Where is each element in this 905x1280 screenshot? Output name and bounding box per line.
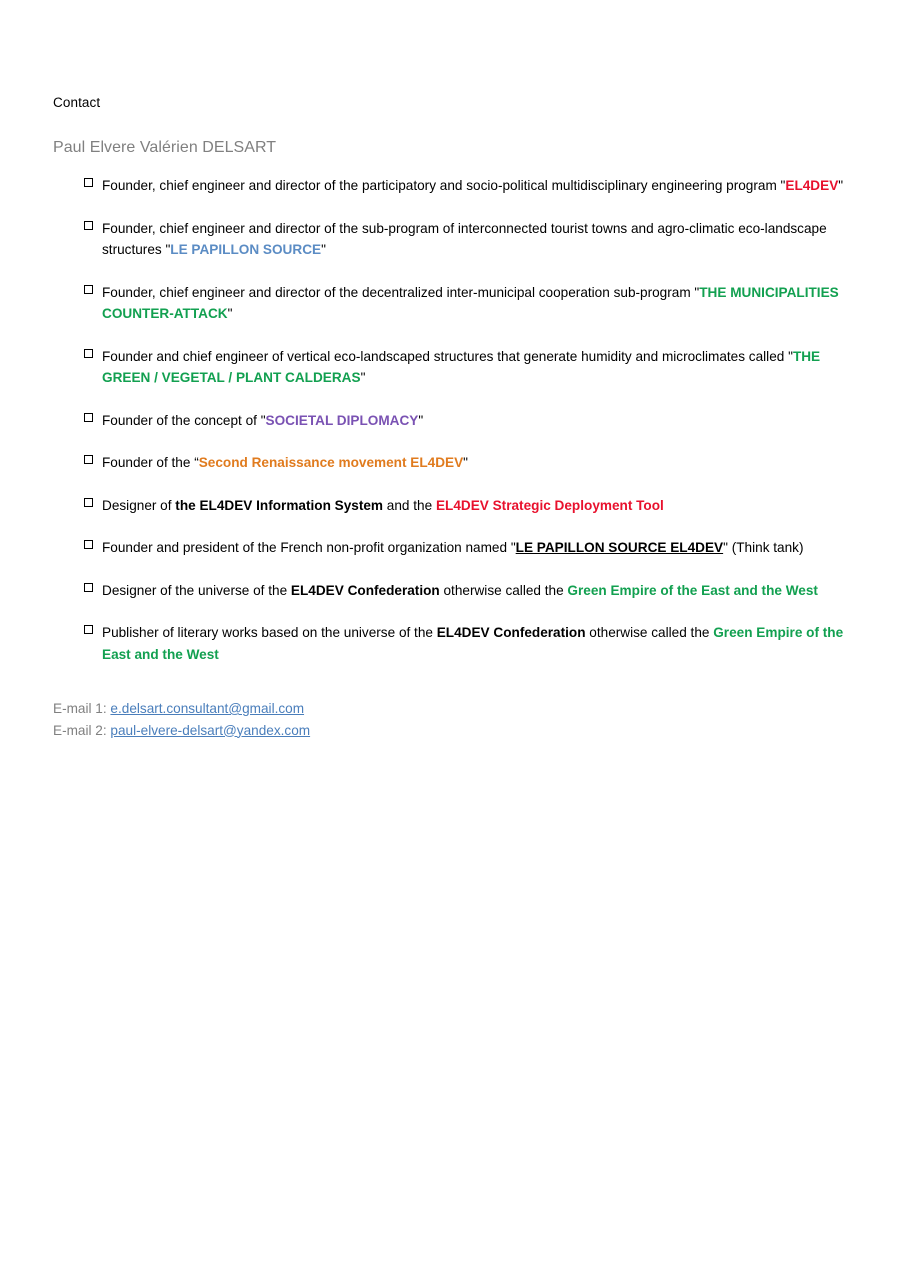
- bullet-el4dev-program: [53, 175, 850, 197]
- bullet-literary-works: [53, 622, 850, 665]
- text-run-plain: Founder of the “: [102, 455, 199, 470]
- bullet-municipalities-counter-attack: [53, 282, 850, 325]
- credentials-list: [53, 175, 850, 665]
- bullet-text: [102, 495, 850, 517]
- text-run-green: THE GREEN / VEGETAL / PLANT CALDERAS: [102, 348, 821, 385]
- email-label: E-mail 1:: [53, 701, 111, 716]
- email-label: E-mail 2:: [53, 722, 111, 738]
- text-run-plain: ": [418, 412, 424, 428]
- text-run-plain: and the: [383, 497, 436, 513]
- bullet-text: [102, 537, 850, 559]
- text-run-green: THE MUNICIPALITIES COUNTER-ATTACK: [102, 284, 839, 321]
- hollow-square-bullet-icon: [84, 413, 93, 422]
- email-line: [53, 720, 850, 742]
- hollow-square-bullet-icon: [84, 540, 93, 549]
- email-link[interactable]: e.delsart.consultant@gmail.com: [110, 701, 305, 716]
- text-run-plain: ": [360, 370, 366, 385]
- hollow-square-bullet-icon: [84, 349, 93, 358]
- text-run-plain: ": [463, 455, 468, 470]
- text-run-plain: ": [227, 306, 233, 321]
- email-link[interactable]: paul-elvere-delsart@yandex.com: [110, 722, 311, 738]
- bullet-societal-diplomacy: [53, 410, 850, 432]
- text-run-red: EL4DEV: [785, 178, 839, 193]
- email-block: [53, 698, 850, 741]
- hollow-square-bullet-icon: [84, 455, 93, 464]
- hollow-square-bullet-icon: [84, 178, 93, 187]
- bullet-le-papillon-source: [53, 218, 850, 261]
- text-run-plain: Designer of: [102, 497, 176, 513]
- text-run-plain: Founder, chief engineer and director of the participatory and socio-political multidisciplinary engineering program ": [102, 178, 786, 193]
- text-run-plain: otherwise called the: [439, 582, 568, 598]
- bullet-confederation-universe: [53, 580, 850, 602]
- text-run-plain: " (Think tank): [723, 540, 804, 555]
- bullet-text: [102, 175, 850, 197]
- text-run-bold: the EL4DEV Information System: [175, 497, 384, 513]
- hollow-square-bullet-icon: [84, 285, 93, 294]
- text-run-plain: Founder of the concept of ": [102, 412, 266, 428]
- text-run-plain: ": [321, 242, 326, 257]
- bullet-text: [102, 622, 850, 665]
- hollow-square-bullet-icon: [84, 221, 93, 230]
- text-run-plain: Publisher of literary works based on the universe of the: [102, 625, 437, 640]
- text-run-red: EL4DEV Strategic Deployment Tool: [435, 497, 664, 513]
- bullet-text: [102, 452, 850, 474]
- bullet-text: [102, 218, 850, 261]
- bullet-text: [102, 580, 850, 602]
- text-run-bold: EL4DEV Confederation: [290, 582, 440, 598]
- text-run-orange: Second Renaissance movement EL4DEV: [198, 455, 464, 470]
- bullet-second-renaissance: [53, 452, 850, 474]
- text-run-green: Green Empire of the East and the West: [567, 582, 818, 598]
- text-run-plain: Founder, chief engineer and director of the decentralized inter-municipal cooperation sub-program ": [102, 284, 700, 300]
- bullet-green-vegetal-plant-calderas: [53, 346, 850, 389]
- page-title: Contact: [53, 95, 101, 110]
- text-run-plain: Founder and president of the French non-profit organization named ": [102, 540, 516, 555]
- person-name: Paul Elvere Valérien DELSART: [53, 139, 277, 156]
- text-run-blue: LE PAPILLON SOURCE: [170, 242, 322, 257]
- hollow-square-bullet-icon: [84, 498, 93, 507]
- email-line: [53, 698, 850, 720]
- bullet-text: [102, 282, 850, 325]
- text-run-plain: Founder and chief engineer of vertical eco-landscaped structures that generate humidity and microclimates called ": [102, 348, 793, 364]
- hollow-square-bullet-icon: [84, 625, 93, 634]
- text-run-green: Green Empire of the East and the West: [102, 625, 844, 662]
- text-run-plain: Founder, chief engineer and director of the sub-program of interconnected tourist towns and agro-climatic eco-landscape structures ": [102, 220, 827, 257]
- bullet-text: [102, 410, 850, 432]
- text-run-bold: EL4DEV Confederation: [436, 625, 586, 640]
- text-run-plain: otherwise called the: [585, 625, 714, 640]
- bullet-text: [102, 346, 850, 389]
- hollow-square-bullet-icon: [84, 583, 93, 592]
- text-run-bold-underline: LE PAPILLON SOURCE EL4DEV: [515, 540, 724, 555]
- bullet-information-system: [53, 495, 850, 517]
- text-run-purple: SOCIETAL DIPLOMACY: [265, 412, 419, 428]
- text-run-plain: ": [838, 178, 844, 193]
- text-run-plain: Designer of the universe of the: [102, 582, 291, 598]
- bullet-non-profit-organization: [53, 537, 850, 559]
